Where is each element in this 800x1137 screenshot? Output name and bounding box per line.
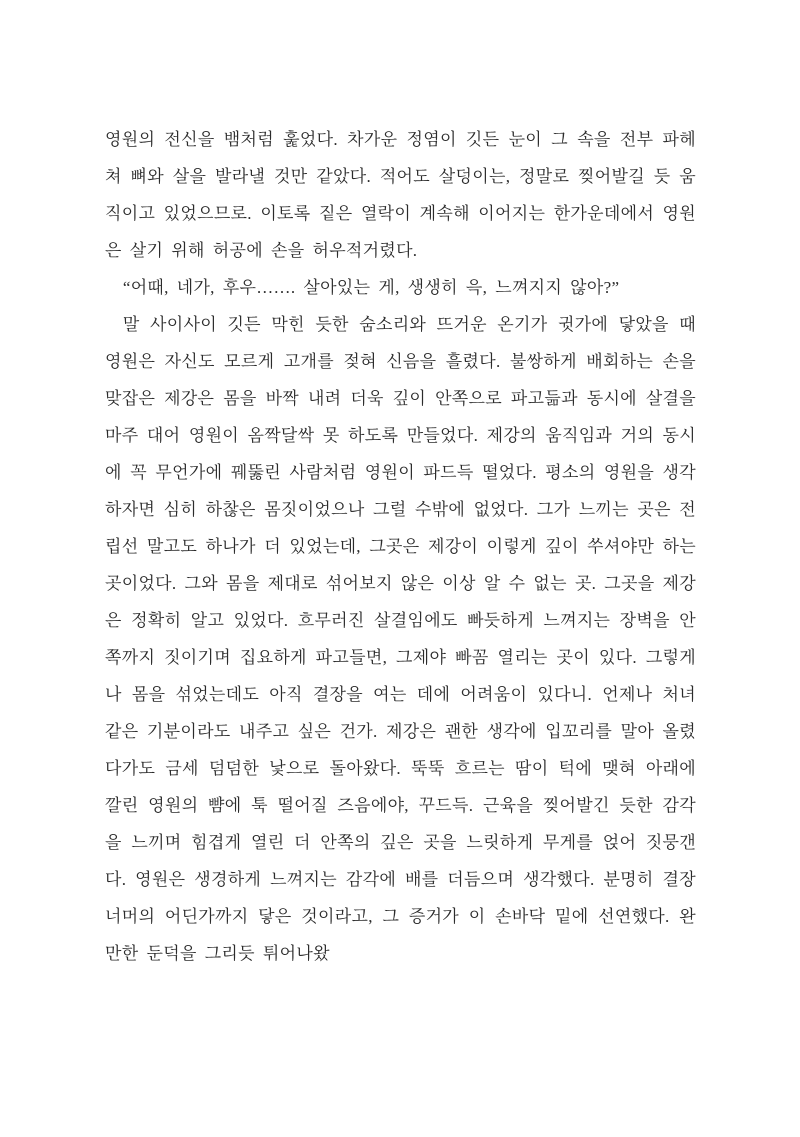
text-block xyxy=(105,121,696,972)
paragraph-body: 말 사이사이 깃든 막힌 듯한 숨소리와 뜨거운 온기가 귓가에 닿았을 때 영원은 자신도 모르게 고개를 젖혀 신음을 흘렸다. 불쌍하게 배회하는 손을 맞잡은 제강은 몸을 바짝 내려 더욱 깊이 안쪽으로 파고듦과 동시에 살결을 마주 대어 영원이 옴짝달싹 못 하도록 만들었다. 제강의 움직임과 거의 동시에 꼭 무언가에 꿰뚫린 사람처럼 영원이 파드득 떨었다. 평소의 영원을 생각하자면 심히 하찮은 몸짓이었으나 그럴 수밖에 없었다. 그가 느끼는 곳은 전립선 말고도 하나가 더 있었는데, 그곳은 제강이 이렇게 깊이 쑤셔야만 하는 곳이었다. 그와 몸을 제대로 섞어보지 않은 이상 알 수 없는 곳. 그곳을 제강은 정확히 알고 있었다. 흐무러진 살결임에도 빠듯하게 느껴지는 장벽을 안쪽까지 짓이기며 집요하게 파고들면, 그제야 빠꼼 열리는 곳이 있다. 그렇게나 몸을 섞었는데도 아직 결장을 여는 데에 어려움이 있다니. 언제나 처녀 같은 기분이라도 내주고 싶은 건가. 제강은 괜한 생각에 입꼬리를 말아 올렸다가도 금세 덤덤한 낯으로 돌아왔다. 뚝뚝 흐르는 땀이 턱에 맺혀 아래에 깔린 영원의 뺨에 툭 떨어질 즈음에야, 꾸드득. 근육을 찢어발긴 듯한 감각을 느끼며 힘겹게 열린 더 안쪽의 깊은 곳을 느릿하게 무게를 얹어 짓뭉갠다. 영원은 생경하게 느껴지는 감각에 배를 더듬으며 생각했다. 분명히 결장 너머의 어딘가까지 닿은 것이라고, 그 증거가 이 손바닥 밑에 선연했다. 완만한 둔덕을 그리듯 튀어나왔 xyxy=(105,315,696,963)
paragraph-dialogue: “어때, 네가, 후우……. 살아있는 게, 생생히 윽, 느껴지지 않아?” xyxy=(122,278,620,297)
paragraph-continuation: 영원의 전신을 뱀처럼 훑었다. 차가운 정염이 깃든 눈이 그 속을 전부 파헤쳐 뼈와 살을 발라낼 것만 같았다. 적어도 살덩이는, 정말로 찢어발길 듯 움직이고 있었으므로. 이토록 짙은 열락이 계속해 이어지는 한가운데에서 영원은 살기 위해 허공에 손을 허우적거렸다. xyxy=(105,130,696,260)
